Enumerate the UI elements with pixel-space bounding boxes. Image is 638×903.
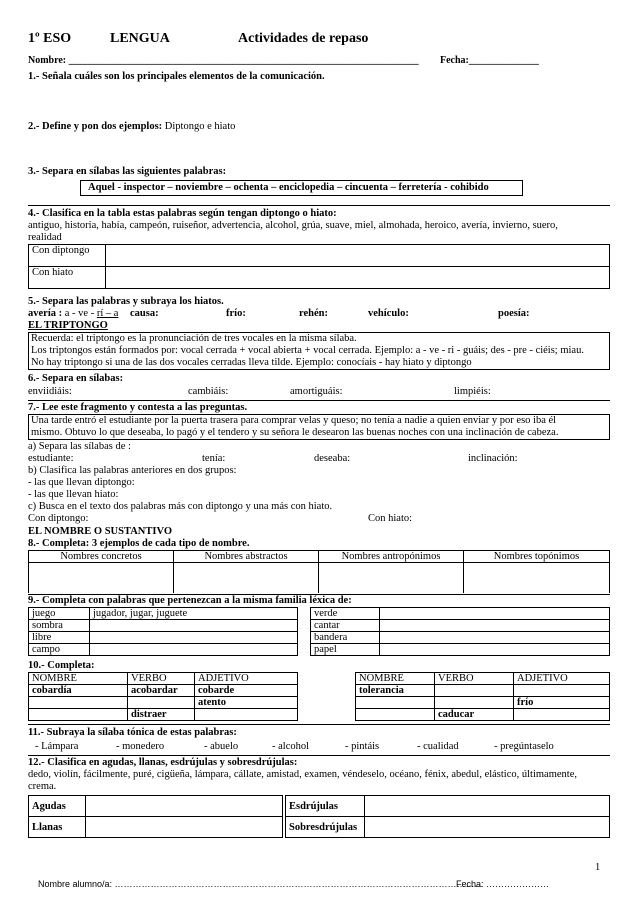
- question-4-words-1: antiguo, historia, había, campeón, ruiseñor, advertencia, alcohol, grúa, suave, miel, almohada, heroico, avería, invierno, suero,: [28, 220, 558, 231]
- esdrujulas-label: Esdrújulas: [286, 796, 365, 817]
- family-word: juego: [29, 608, 90, 620]
- family-word: campo: [29, 644, 90, 656]
- cell[interactable]: [195, 709, 298, 721]
- divider: [28, 400, 610, 401]
- answer-cell-hiato[interactable]: [106, 267, 610, 289]
- name-field[interactable]: Nombre: ______________________________________________________________________: [28, 55, 419, 66]
- course-label: 1º ESO: [28, 31, 72, 46]
- q7-c: c) Busca en el texto dos palabras más con diptongo y una más con hiato.: [28, 501, 333, 512]
- col-toponimos: Nombres topónimos: [464, 551, 610, 563]
- col-nombre: NOMBRE: [356, 673, 435, 685]
- question-4-words-2: realidad: [28, 232, 62, 243]
- family-word: papel: [311, 644, 380, 656]
- answer-cell[interactable]: [29, 563, 174, 594]
- q5-example-sep: a - ve -: [62, 308, 97, 319]
- cell[interactable]: [128, 697, 195, 709]
- family-answer[interactable]: [380, 644, 610, 656]
- cell[interactable]: [514, 685, 610, 697]
- question-3-words: Aquel - inspector – noviembre – ochenta – enciclopedia – cincuenta – ferretería - cohibido: [88, 182, 489, 193]
- question-2-topic: Diptongo e hiato: [162, 121, 236, 132]
- q7-a-word-2: tenía:: [202, 453, 226, 464]
- question-12: 12.- Clasifica en agudas, llanas, esdrújulas y sobresdrújulas:: [28, 757, 298, 768]
- completa-left-table: [28, 672, 298, 721]
- answer-cell[interactable]: [319, 563, 464, 594]
- divider: [28, 724, 610, 725]
- q12-words-2: crema.: [28, 781, 57, 792]
- agudas-label: Agudas: [29, 796, 86, 817]
- family-word: libre: [29, 632, 90, 644]
- question-8: 8.- Completa: 3 ejemplos de cada tipo de nombre.: [28, 538, 250, 549]
- col-verbo: VERBO: [435, 673, 514, 685]
- col-nombre: NOMBRE: [29, 673, 128, 685]
- family-answer[interactable]: [380, 632, 610, 644]
- cell[interactable]: acobardar: [128, 685, 195, 697]
- question-6: 6.- Separa en sílabas:: [28, 373, 124, 384]
- question-11: 11.- Subraya la sílaba tónica de estas palabras:: [28, 727, 237, 738]
- answer-cell[interactable]: [464, 563, 610, 594]
- q11-word[interactable]: - pregúntaselo: [494, 741, 554, 752]
- footer-date: Fecha: …………………: [456, 879, 550, 889]
- familia-lexica-left-table: [28, 607, 298, 656]
- q5-word-4: vehículo:: [368, 308, 409, 319]
- esdrujulas-table: [285, 795, 610, 838]
- question-5: 5.- Separa las palabras y subraya los hiatos.: [28, 296, 224, 307]
- q7-a-word-1: estudiante:: [28, 453, 74, 464]
- col-abstractos: Nombres abstractos: [174, 551, 319, 563]
- page-title: Actividades de repaso: [238, 31, 369, 46]
- q5-word-3: rehén:: [299, 308, 328, 319]
- cell[interactable]: atento: [195, 697, 298, 709]
- question-4: 4.- Clasifica en la tabla estas palabras según tengan diptongo o hiato:: [28, 208, 337, 219]
- date-field[interactable]: Fecha:______________: [440, 55, 539, 66]
- col-concretos: Nombres concretos: [29, 551, 174, 563]
- cell[interactable]: [356, 697, 435, 709]
- cell[interactable]: [514, 709, 610, 721]
- answer-cell[interactable]: [365, 796, 610, 817]
- q7-c-1: Con diptongo:: [28, 513, 89, 524]
- q7-c-2: Con hiato:: [368, 513, 413, 524]
- q7-a: a) Separa las sílabas de :: [28, 441, 131, 452]
- answer-cell-diptongo[interactable]: [106, 245, 610, 267]
- sobresdrujulas-label: Sobresdrújulas: [286, 817, 365, 838]
- diptongo-hiato-table: [28, 244, 610, 289]
- page-number: 1: [595, 862, 601, 873]
- triptongo-title: EL TRIPTONGO: [28, 320, 108, 331]
- family-word: cantar: [311, 620, 380, 632]
- question-2: [28, 121, 235, 133]
- cell[interactable]: caducar: [435, 709, 514, 721]
- q5-example-word: avería :: [28, 308, 63, 319]
- q7-paragraph-2: mismo. Obtuvo lo que deseaba, lo pagó y el tendero y su señora le desearon las buenas noches con una inclinación de cabeza.: [31, 427, 559, 438]
- q6-word-1: enviidiáis:: [28, 386, 72, 397]
- q5-word-2: frío:: [226, 308, 246, 319]
- q7-b-1: - las que llevan diptongo:: [28, 477, 135, 488]
- answer-cell[interactable]: [365, 817, 610, 838]
- q5-word-1: causa:: [130, 308, 159, 319]
- triptongo-line-3: No hay triptongo si una de las dos vocales cerradas lleva tilde. Ejemplo: conocíais - hay hiato y diptongo: [31, 357, 472, 368]
- q6-word-4: limpiéis:: [454, 386, 491, 397]
- agudas-llanas-table: [28, 795, 283, 838]
- family-word: sombra: [29, 620, 90, 632]
- q12-words-1: dedo, violín, fácilmente, puré, cigüeña, lámpara, cállate, amistad, examen, véndeselo, océano, fénix, abedul, elástico, últimamente,: [28, 769, 577, 780]
- divider: [28, 205, 610, 206]
- row-label-diptongo: Con diptongo: [29, 245, 106, 267]
- cell[interactable]: [435, 685, 514, 697]
- col-adjetivo: ADJETIVO: [195, 673, 298, 685]
- q7-a-word-3: deseaba:: [314, 453, 351, 464]
- cell[interactable]: [29, 697, 128, 709]
- familia-lexica-right-table: [310, 607, 610, 656]
- question-5-example: [28, 308, 118, 320]
- q11-word[interactable]: - Lámpara: [35, 741, 79, 752]
- divider: [28, 755, 610, 756]
- footer-name: Nombre alumno/a: ……………………………………………………………………………………………………………: [38, 879, 484, 889]
- family-answer[interactable]: [380, 608, 610, 620]
- family-answer[interactable]: jugador, jugar, juguete: [90, 608, 298, 620]
- q5-word-5: poesía:: [498, 308, 530, 319]
- cell[interactable]: distraer: [128, 709, 195, 721]
- answer-cell[interactable]: [174, 563, 319, 594]
- triptongo-line-1: Recuerda: el triptongo es la pronunciación de tres vocales en la misma sílaba.: [31, 333, 357, 344]
- q7-b: b) Clasifica las palabras anteriores en dos grupos:: [28, 465, 237, 476]
- q5-example-hiatus: rí – a: [96, 308, 119, 319]
- q11-word[interactable]: - alcohol: [272, 741, 310, 752]
- question-7: 7.- Lee este fragmento y contesta a las preguntas.: [28, 402, 248, 413]
- cell[interactable]: tolerancia: [356, 685, 435, 697]
- col-antroponimos: Nombres antropónimos: [319, 551, 464, 563]
- answer-cell[interactable]: [86, 796, 283, 817]
- row-label-hiato: Con hiato: [29, 267, 106, 289]
- llanas-label: Llanas: [29, 817, 86, 838]
- cell[interactable]: [435, 697, 514, 709]
- q11-word[interactable]: - monedero: [116, 741, 165, 752]
- cell[interactable]: [29, 709, 128, 721]
- cell[interactable]: [356, 709, 435, 721]
- sustantivo-title: EL NOMBRE O SUSTANTIVO: [28, 526, 173, 537]
- nombres-table: [28, 550, 610, 593]
- cell[interactable]: cobardía: [29, 685, 128, 697]
- q7-b-2: - las que llevan hiato:: [28, 489, 119, 500]
- question-10: 10.- Completa:: [28, 660, 95, 671]
- subject-label: LENGUA: [110, 31, 170, 46]
- family-word: verde: [311, 608, 380, 620]
- triptongo-line-2: Los triptongos están formados por: vocal cerrada + vocal abierta + vocal cerrada. Ejemplo: a - ve - ri - guáis; des - pre - ciéis; miau.: [31, 345, 584, 356]
- q6-word-3: amortiguáis:: [290, 386, 343, 397]
- family-answer[interactable]: [90, 632, 298, 644]
- q11-word[interactable]: - cualidad: [417, 741, 459, 752]
- col-verbo: VERBO: [128, 673, 195, 685]
- q7-a-word-4: inclinación:: [468, 453, 518, 464]
- q7-paragraph-1: Una tarde entró el estudiante por la puerta trasera para comprar velas y queso; no tenía a nadie a quien enviar y por eso iba él: [31, 415, 557, 426]
- q6-word-2: cambiáis:: [188, 386, 229, 397]
- col-adjetivo: ADJETIVO: [514, 673, 610, 685]
- question-3: 3.- Separa en sílabas las siguientes palabras:: [28, 166, 227, 177]
- family-word: bandera: [311, 632, 380, 644]
- cell[interactable]: cobarde: [195, 685, 298, 697]
- question-9: 9.- Completa con palabras que pertenezcan a la misma familia léxica de:: [28, 595, 352, 606]
- family-answer[interactable]: [90, 620, 298, 632]
- family-answer[interactable]: [90, 644, 298, 656]
- q11-word[interactable]: - abuelo: [204, 741, 239, 752]
- answer-cell[interactable]: [86, 817, 283, 838]
- q11-word[interactable]: - pintáis: [345, 741, 380, 752]
- completa-right-table: [355, 672, 610, 721]
- question-1: 1.- Señala cuáles son los principales elementos de la comunicación.: [28, 71, 325, 82]
- family-answer[interactable]: [380, 620, 610, 632]
- cell[interactable]: frío: [514, 697, 610, 709]
- question-2-label: 2.- Define y pon dos ejemplos:: [28, 121, 163, 132]
